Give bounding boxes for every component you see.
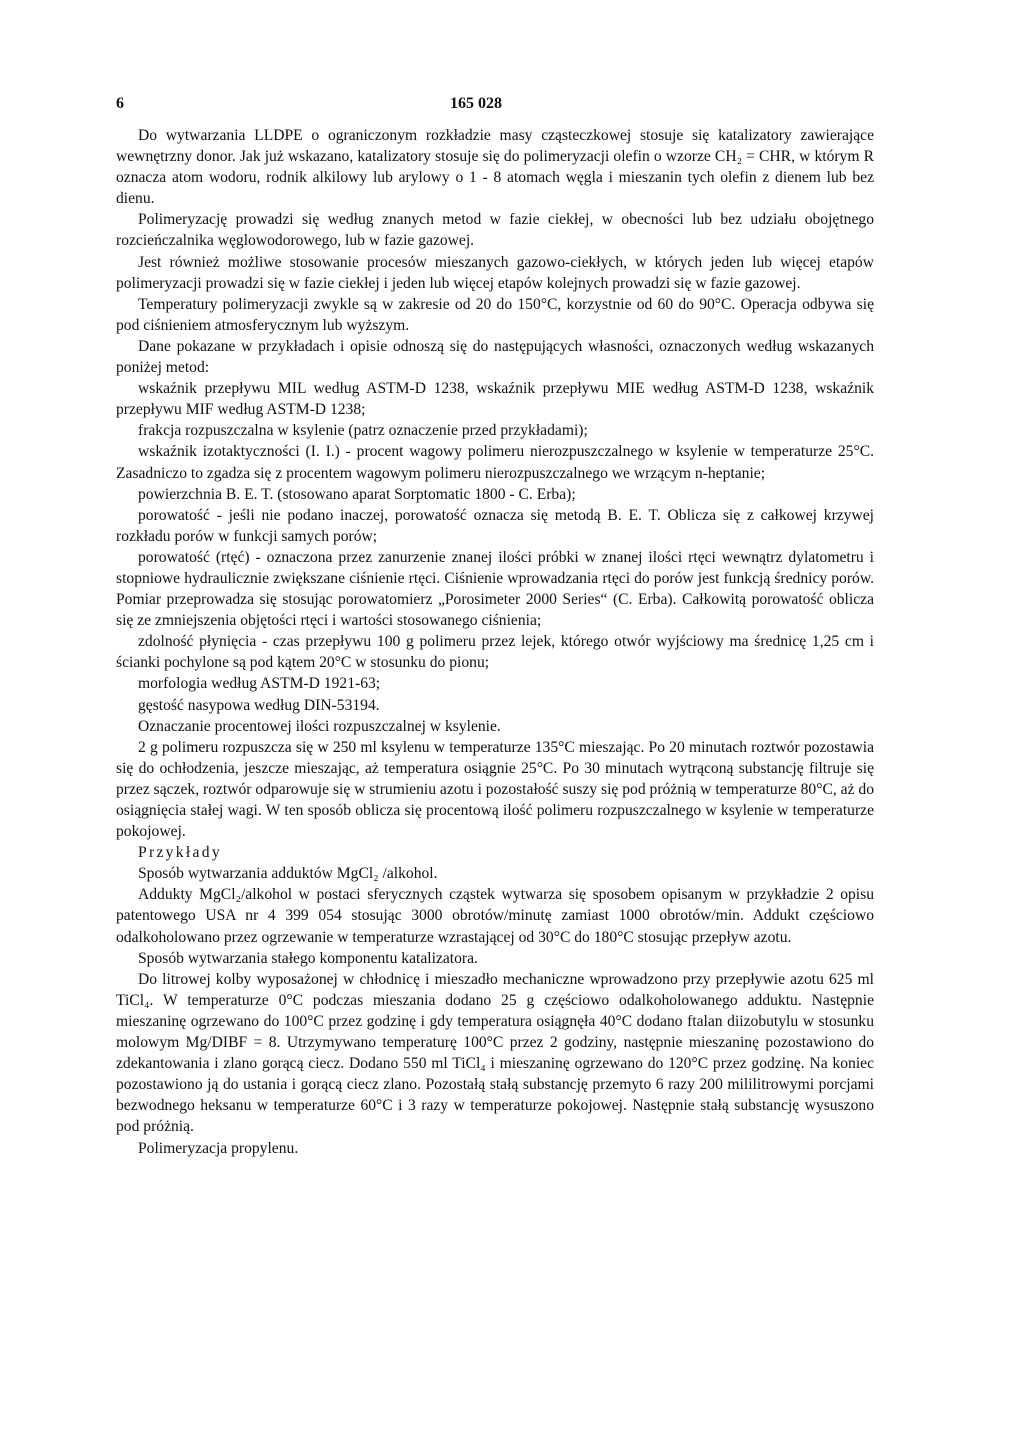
list-item-bulk-density: gęstość nasypowa według DIN-53194.	[138, 696, 380, 714]
list-item-melt-index: wskaźnik przepływu MIL według ASTM-D 1238, wskaźnik przepływu MIE według ASTM-D 1238, wskaźnik przepływu MIF według ASTM-D 1238;	[116, 380, 874, 419]
paragraph-catalysts: Do wytwarzania LLDPE o ograniczonym rozkładzie masy cząsteczkowej stosuje się katalizatory zawierające wewnętrzny donor. Jak już wskazano, katalizatory stosuje się do polimeryzacji olefin o wzorze CH₂ = CHR, w którym R oznacza atom wodoru, rodnik alkilowy lub arylowy o 1 - 8 atomach węgla i mieszanin tych olefin z dienem lub bez dienu.	[116, 127, 874, 208]
list-item-bet-surface: powierzchnia B. E. T. (stosowano aparat Sorptomatic 1800 - C. Erba);	[138, 485, 576, 503]
heading-adduct-preparation: Sposób wytwarzania adduktów MgCl₂ /alkohol.	[138, 865, 438, 883]
list-item-isotacticity: wskaźnik izotaktyczności (I. I.) - procent wagowy polimeru nierozpuszczalnego w ksylenie w temperaturze 25°C. Zasadniczo to zgadza się z procentem wagowym polimeru nierozpuszczalnego we wrzącym n-heptanie;	[116, 443, 874, 482]
heading-propylene-polymerization: Polimeryzacja propylenu.	[138, 1139, 299, 1157]
heading-catalyst-component: Sposób wytwarzania stałego komponentu katalizatora.	[138, 949, 478, 967]
paragraph-xylene-procedure: 2 g polimeru rozpuszcza się w 250 ml ksylenu w temperaturze 135°C mieszając. Po 20 minutach roztwór pozostawia się do ochłodzenia, jeszcze mieszając, aż temperatura osiągnie 25°C. Po 30 minutach wytrąconą substancję filtruje się przez sączek, roztwór odparowuje się w strumieniu azotu i pozostałość suszy się pod próżnią w temperaturze 80°C, aż do osiągnięcia stałej wagi. W ten sposób oblicza się procentową ilość polimeru rozpuszczalnego w ksylenie w temperaturze pokojowej.	[116, 738, 874, 841]
paragraph-mixed-processes: Jest również możliwe stosowanie procesów mieszanych gazowo-ciekłych, w których jeden lub więcej etapów polimeryzacji prowadzi się w fazie ciekłej i jeden lub więcej etapów kolejnych prowadzi się w fazie gazowej.	[116, 253, 874, 292]
list-item-flowability: zdolność płynięcia - czas przepływu 100 g polimeru przez lejek, którego otwór wyjściowy ma średnicę 1,25 cm i ścianki pochylone są pod kątem 20°C w stosunku do pionu;	[116, 633, 874, 672]
heading-examples: Przykłady	[138, 844, 222, 862]
paragraph-data-intro: Dane pokazane w przykładach i opisie odnoszą się do następujących własności, oznaczonych według wskazanych poniżej metod:	[116, 337, 874, 377]
page-number: 6	[116, 95, 124, 112]
heading-xylene-soluble: Oznaczanie procentowej ilości rozpuszczalnej w ksylenie.	[138, 717, 501, 735]
paragraph-temperatures: Temperatury polimeryzacji zwykle są w zakresie od 20 do 150°C, korzystnie od 60 do 90°C. Operacja odbywa się pod ciśnieniem atmosferycznym lub wyższym.	[116, 295, 874, 334]
list-item-porosity: porowatość - jeśli nie podano inaczej, porowatość oznacza się metodą B. E. T. Oblicza się z całkowej krzywej rozkładu porów w funkcji samych porów;	[116, 506, 874, 545]
list-item-morphology: morfologia według ASTM-D 1921-63;	[138, 675, 381, 693]
paragraph-adduct-procedure: Addukty MgCl₂/alkohol w postaci sferycznych cząstek wytwarza się sposobem opisanym w przykładzie 2 opisu patentowego USA nr 4 399 054 stosując 3000 obrotów/minutę zamiast 1000 obrotów/min. Addukt częściowo odalkoholowano przez ogrzewanie w temperaturze wzrastającej od 30°C do 180°C stosując przepływ azotu.	[116, 886, 874, 946]
paragraph-polymerization-methods: Polimeryzację prowadzi się według znanych metod w fazie ciekłej, w obecności lub bez udziału obojętnego rozcieńczalnika węglowodorowego, lub w fazie gazowej.	[116, 211, 874, 250]
paragraph-catalyst-procedure: Do litrowej kolby wyposażonej w chłodnicę i mieszadło mechaniczne wprowadzono przy przepływie azotu 625 ml TiCl₄. W temperaturze 0°C podczas mieszania dodano 25 g częściowo odalkoholowanego adduktu. Następnie mieszaninę ogrzewano do 100°C przez godzinę i gdy temperatura osiągnęła 40°C dodano ftalan diizobutylu w stosunku molowym Mg/DIBF = 8. Utrzymywano temperaturę 100°C przez 2 godziny, następnie mieszaninę pozostawiono do zdekantowania i zlano gorącą ciecz. Dodano 550 ml TiCl₄ i mieszaninę ogrzewano do 120°C przez godzinę. Na koniec pozostawiono ją do ustania i gorącą ciecz zlano. Pozostałą stałą substancję przemyto 6 razy 200 mililitrowymi porcjami bezwodnego heksanu w temperaturze 60°C i 3 razy w temperaturze pokojowej. Następnie stałą substancję wysuszono pod próżnią.	[116, 970, 874, 1136]
document-page	[116, 93, 874, 1159]
list-item-xylene-fraction: frakcja rozpuszczalna w ksylenie (patrz oznaczenie przed przykładami);	[138, 422, 588, 440]
patent-number: 165 028	[450, 95, 502, 112]
page-header	[116, 93, 874, 114]
list-item-porosity-mercury: porowatość (rtęć) - oznaczona przez zanurzenie znanej ilości próbki w znanej ilości rtęci wewnątrz dylatometru i stopniowe hydraulicznie zwiększane ciśnienie rtęci. Ciśnienie wprowadzania rtęci do porów jest funkcją średnicy porów. Pomiar przeprowadza się stosując porowatomierz „Porosimeter 2000 Series“ (C. Erba). Całkowitą porowatość oblicza się ze zmniejszenia objętości rtęci i wartości stosowanego ciśnienia;	[116, 548, 874, 630]
